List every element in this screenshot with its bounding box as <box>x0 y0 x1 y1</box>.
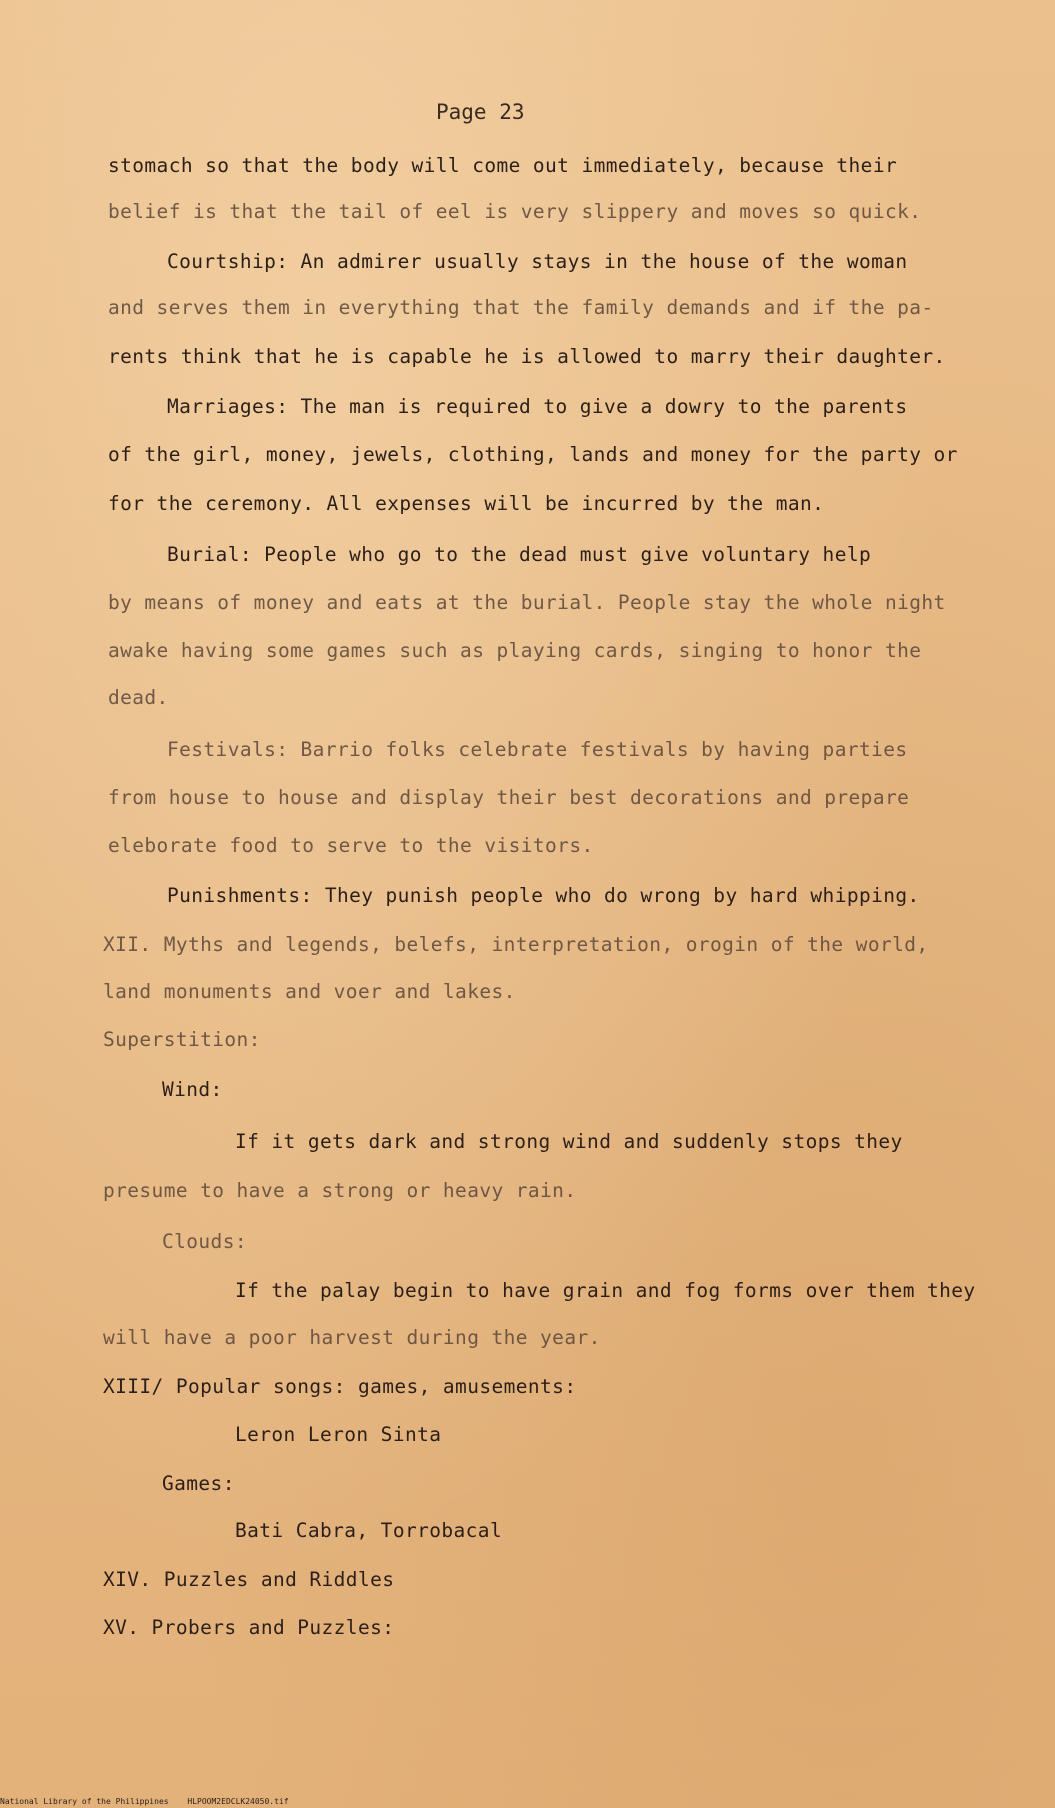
text-line: awake having some games such as playing cards, singing to honor the <box>108 639 922 662</box>
text-line: Courtship: An admirer usually stays in the house of the woman <box>167 250 908 273</box>
archive-footer <box>0 1797 303 1807</box>
text-line: Wind: <box>162 1078 223 1101</box>
text-line: Clouds: <box>162 1230 247 1253</box>
text-line: Leron Leron Sinta <box>235 1423 442 1446</box>
text-line: XII. Myths and legends, belefs, interpretation, orogin of the world, <box>103 933 929 956</box>
text-line: Bati Cabra, Torrobacal <box>235 1519 503 1542</box>
text-line: XIV. Puzzles and Riddles <box>103 1568 395 1591</box>
text-line: land monuments and voer and lakes. <box>103 980 516 1003</box>
text-line: Marriages: The man is required to give a dowry to the parents <box>167 395 908 418</box>
footer-file-id: HLPOOM2EDCLK24050.tif <box>187 1797 289 1806</box>
text-line: of the girl, money, jewels, clothing, lands and money for the party or <box>108 443 958 466</box>
text-line: Burial: People who go to the dead must give voluntary help <box>167 543 872 566</box>
text-line: belief is that the tail of eel is very slippery and moves so quick. <box>108 200 922 223</box>
text-line: XIII/ Popular songs: games, amusements: <box>103 1375 577 1398</box>
page-number: Page 23 <box>436 100 525 124</box>
text-line: will have a poor harvest during the year. <box>103 1326 601 1349</box>
text-line: Superstition: <box>103 1028 261 1051</box>
text-line: for the ceremony. All expenses will be incurred by the man. <box>108 492 825 515</box>
text-line: and serves them in everything that the family demands and if the pa- <box>108 296 934 319</box>
text-line: eleborate food to serve to the visitors. <box>108 834 594 857</box>
text-line: presume to have a strong or heavy rain. <box>103 1179 577 1202</box>
text-line: Games: <box>162 1472 235 1495</box>
text-line: If it gets dark and strong wind and suddenly stops they <box>235 1130 903 1153</box>
text-line: from house to house and display their best decorations and prepare <box>108 786 910 809</box>
text-line: Festivals: Barrio folks celebrate festivals by having parties <box>167 738 908 761</box>
text-line: If the palay begin to have grain and fog forms over them they <box>235 1279 976 1302</box>
text-line: stomach so that the body will come out immediately, because their <box>108 154 898 177</box>
text-line: XV. Probers and Puzzles: <box>103 1616 395 1639</box>
text-line: by means of money and eats at the burial. People stay the whole night <box>108 591 946 614</box>
footer-institution: National Library of the Philippines <box>0 1797 169 1806</box>
text-line: rents think that he is capable he is allowed to marry their daughter. <box>108 345 946 368</box>
text-line: dead. <box>108 686 169 709</box>
text-line: Punishments: They punish people who do wrong by hard whipping. <box>167 884 920 907</box>
